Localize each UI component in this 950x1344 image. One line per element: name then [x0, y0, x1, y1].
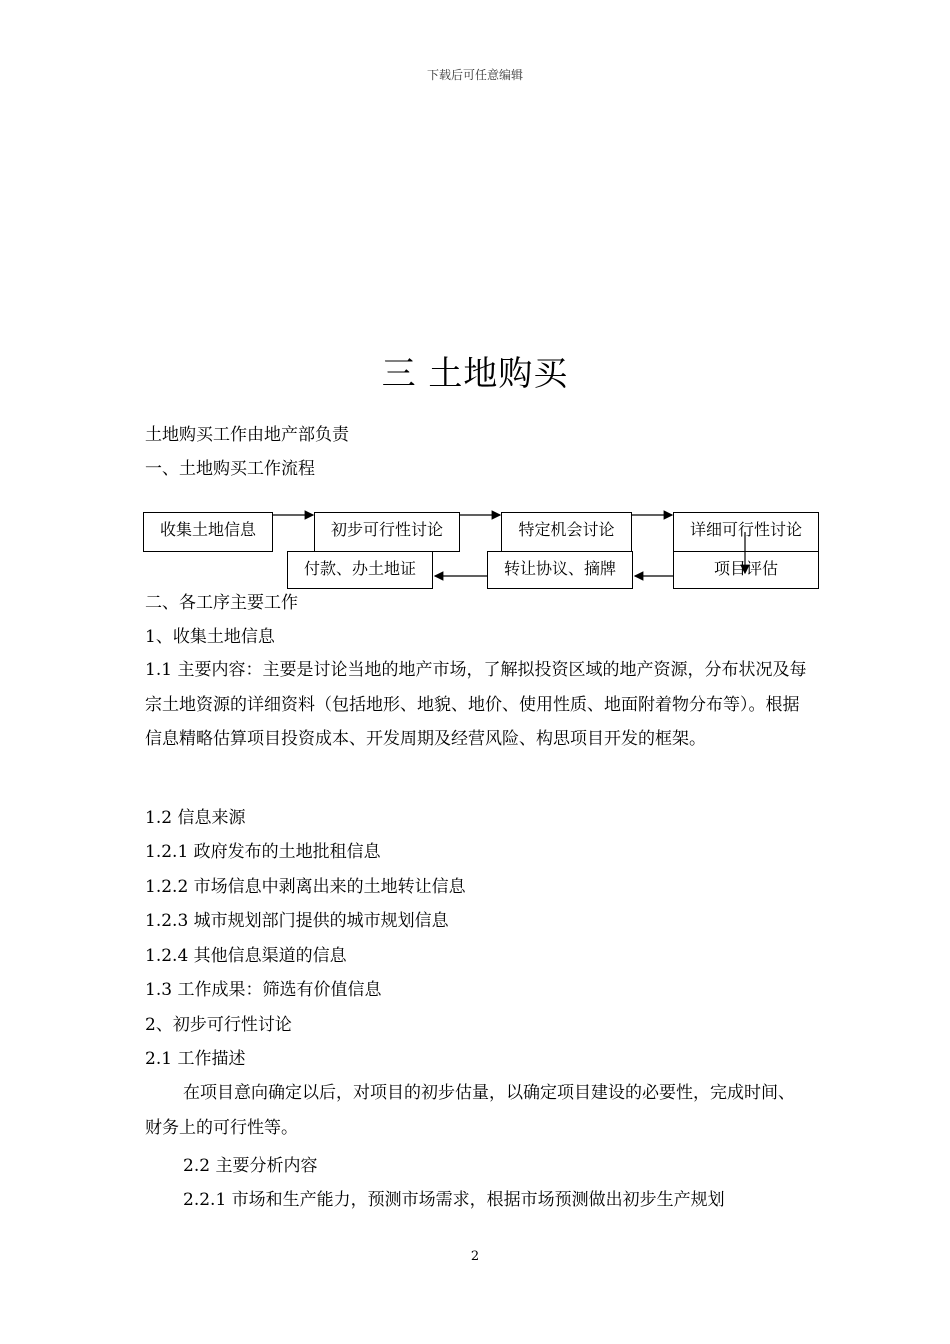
flow-step-payment-land-cert: 付款、办土地证 — [287, 551, 433, 589]
heading-2-2: 2.2 主要分析内容 — [183, 1156, 318, 1176]
item-1-2-4: 1.2.4 其他信息渠道的信息 — [145, 946, 347, 966]
item-1-2-1: 1.2.1 政府发布的土地批租信息 — [145, 842, 381, 862]
flow-step-detailed-feasibility: 详细可行性讨论 — [673, 512, 819, 552]
page-title: 三 土地购买 — [381, 354, 569, 394]
flow-step-collect-info: 收集土地信息 — [143, 512, 273, 552]
flow-step-special-opportunity: 特定机会讨论 — [501, 512, 632, 552]
section-heading-main-work: 二、各工序主要工作 — [145, 593, 298, 613]
heading-2-1: 2.1 工作描述 — [145, 1049, 246, 1069]
item-2-2-1: 2.2.1 市场和生产能力，预测市场需求，根据市场预测做出初步生产规划 — [183, 1190, 725, 1210]
paragraph-1-1: 1.1 主要内容：主要是讨论当地的地产市场，了解拟投资区域的地产资源，分布状况及每宗土地资源的详细资料（包括地形、地貌、地价、使用性质、地面附着物分布等）。根据信息精略估算项目投资成本、开发周期及经营风险、构思项目开发的框架。 — [145, 660, 807, 749]
intro-text: 土地购买工作由地产部负责 — [145, 425, 349, 445]
heading-1: 1、收集土地信息 — [145, 627, 275, 647]
section-heading-workflow: 一、土地购买工作流程 — [145, 459, 315, 479]
page-header-note: 下载后可任意编辑 — [426, 68, 523, 82]
heading-1-2: 1.2 信息来源 — [145, 808, 246, 828]
heading-1-3: 1.3 工作成果：筛选有价值信息 — [145, 980, 382, 1000]
flow-step-preliminary-feasibility: 初步可行性讨论 — [314, 512, 460, 552]
page-number: 2 — [470, 1249, 480, 1264]
flow-step-transfer-agreement: 转让协议、摘牌 — [487, 551, 633, 589]
flow-step-project-evaluation: 项目评估 — [673, 551, 819, 589]
heading-2: 2、初步可行性讨论 — [145, 1015, 292, 1035]
item-1-2-3: 1.2.3 城市规划部门提供的城市规划信息 — [145, 911, 449, 931]
paragraph-2-1: 在项目意向确定以后，对项目的初步估量，以确定项目建设的必要性，完成时间、财务上的可行性等。 — [145, 1083, 795, 1138]
item-1-2-2: 1.2.2 市场信息中剥离出来的土地转让信息 — [145, 877, 466, 897]
